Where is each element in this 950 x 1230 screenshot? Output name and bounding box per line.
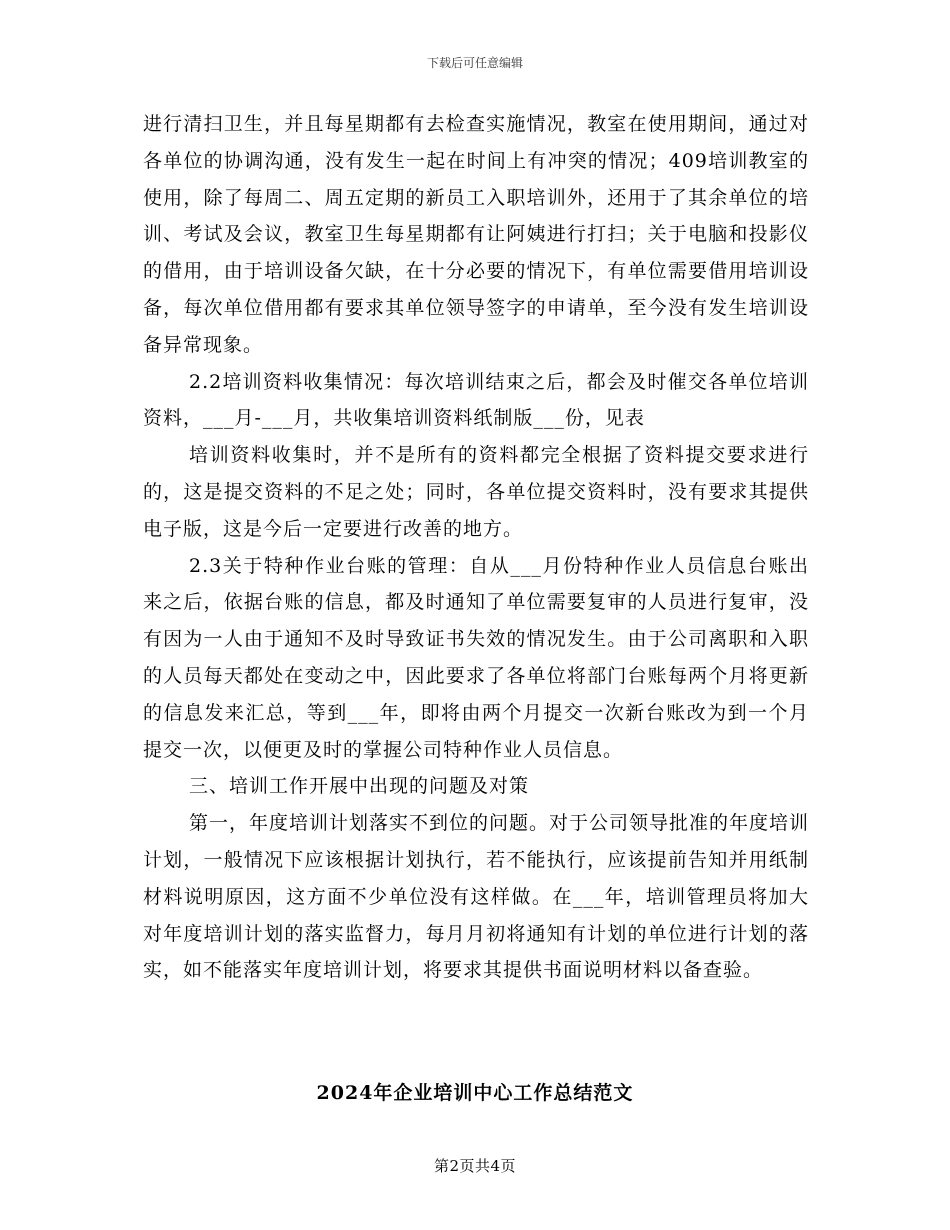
header-note: 下载后可任意编辑 [426, 56, 523, 70]
document-title: 2024年企业培训中心工作总结范文 [316, 1082, 634, 1104]
section-heading-problems: 三、培训工作开展中出现的问题及对策 [189, 775, 530, 798]
page-footer: 第2页共4页 [433, 1157, 517, 1175]
paragraph-material-shortcomings: 培训资料收集时，并不是所有的资料都完全根据了资料提交要求进行的，这是提交资料的不足之处；同时，各单位提交资料时，没有要求其提供电子版，这是今后一定要进行改善的地方。 [143, 444, 809, 540]
body-text [143, 106, 809, 989]
paragraph-material-collection: 2.2培训资料收集情况：每次培训结束之后，都会及时催交各单位培训资料，___月-___月，共收集培训资料纸制版___份，见表 [143, 370, 809, 430]
paragraph-classroom-usage: 进行清扫卫生，并且每星期都有去检查实施情况，教室在使用期间，通过对各单位的协调沟通，没有发生一起在时间上有冲突的情况；409培训教室的使用，除了每周二、周五定期的新员工入职培训外，还用于了其余单位的培训、考试及会议，教室卫生每星期都有让阿姨进行打扫；关于电脑和投影仪的借用，由于培训设备欠缺，在十分必要的情况下，有单位需要借用培训设备，每次单位借用都有要求其单位领导签字的申请单，至今没有发生培训设备异常现象。 [143, 113, 809, 356]
paragraph-special-operations-ledger: 2.3关于特种作业台账的管理：自从___月份特种作业人员信息台账出来之后，依据台账的信息，都及时通知了单位需要复审的人员进行复审，没有因为一人由于通知不及时导致证书失效的情况发生。由于公司离职和入职的人员每天都处在变动之中，因此要求了各单位将部门台账每两个月将更新的信息发来汇总，等到___年，即将由两个月提交一次新台账改为到一个月提交一次，以便更及时的掌握公司特种作业人员信息。 [143, 554, 809, 761]
paragraph-annual-plan: 第一，年度培训计划落实不到位的问题。对于公司领导批准的年度培训计划，一般情况下应该根据计划执行，若不能执行，应该提前告知并用纸制材料说明原因，这方面不少单位没有这样做。在___年，培训管理员将加大对年度培训计划的落实监督力，每月月初将通知有计划的单位进行计划的落实，如不能落实年度培训计划，将要求其提供书面说明材料以备查验。 [143, 812, 810, 982]
